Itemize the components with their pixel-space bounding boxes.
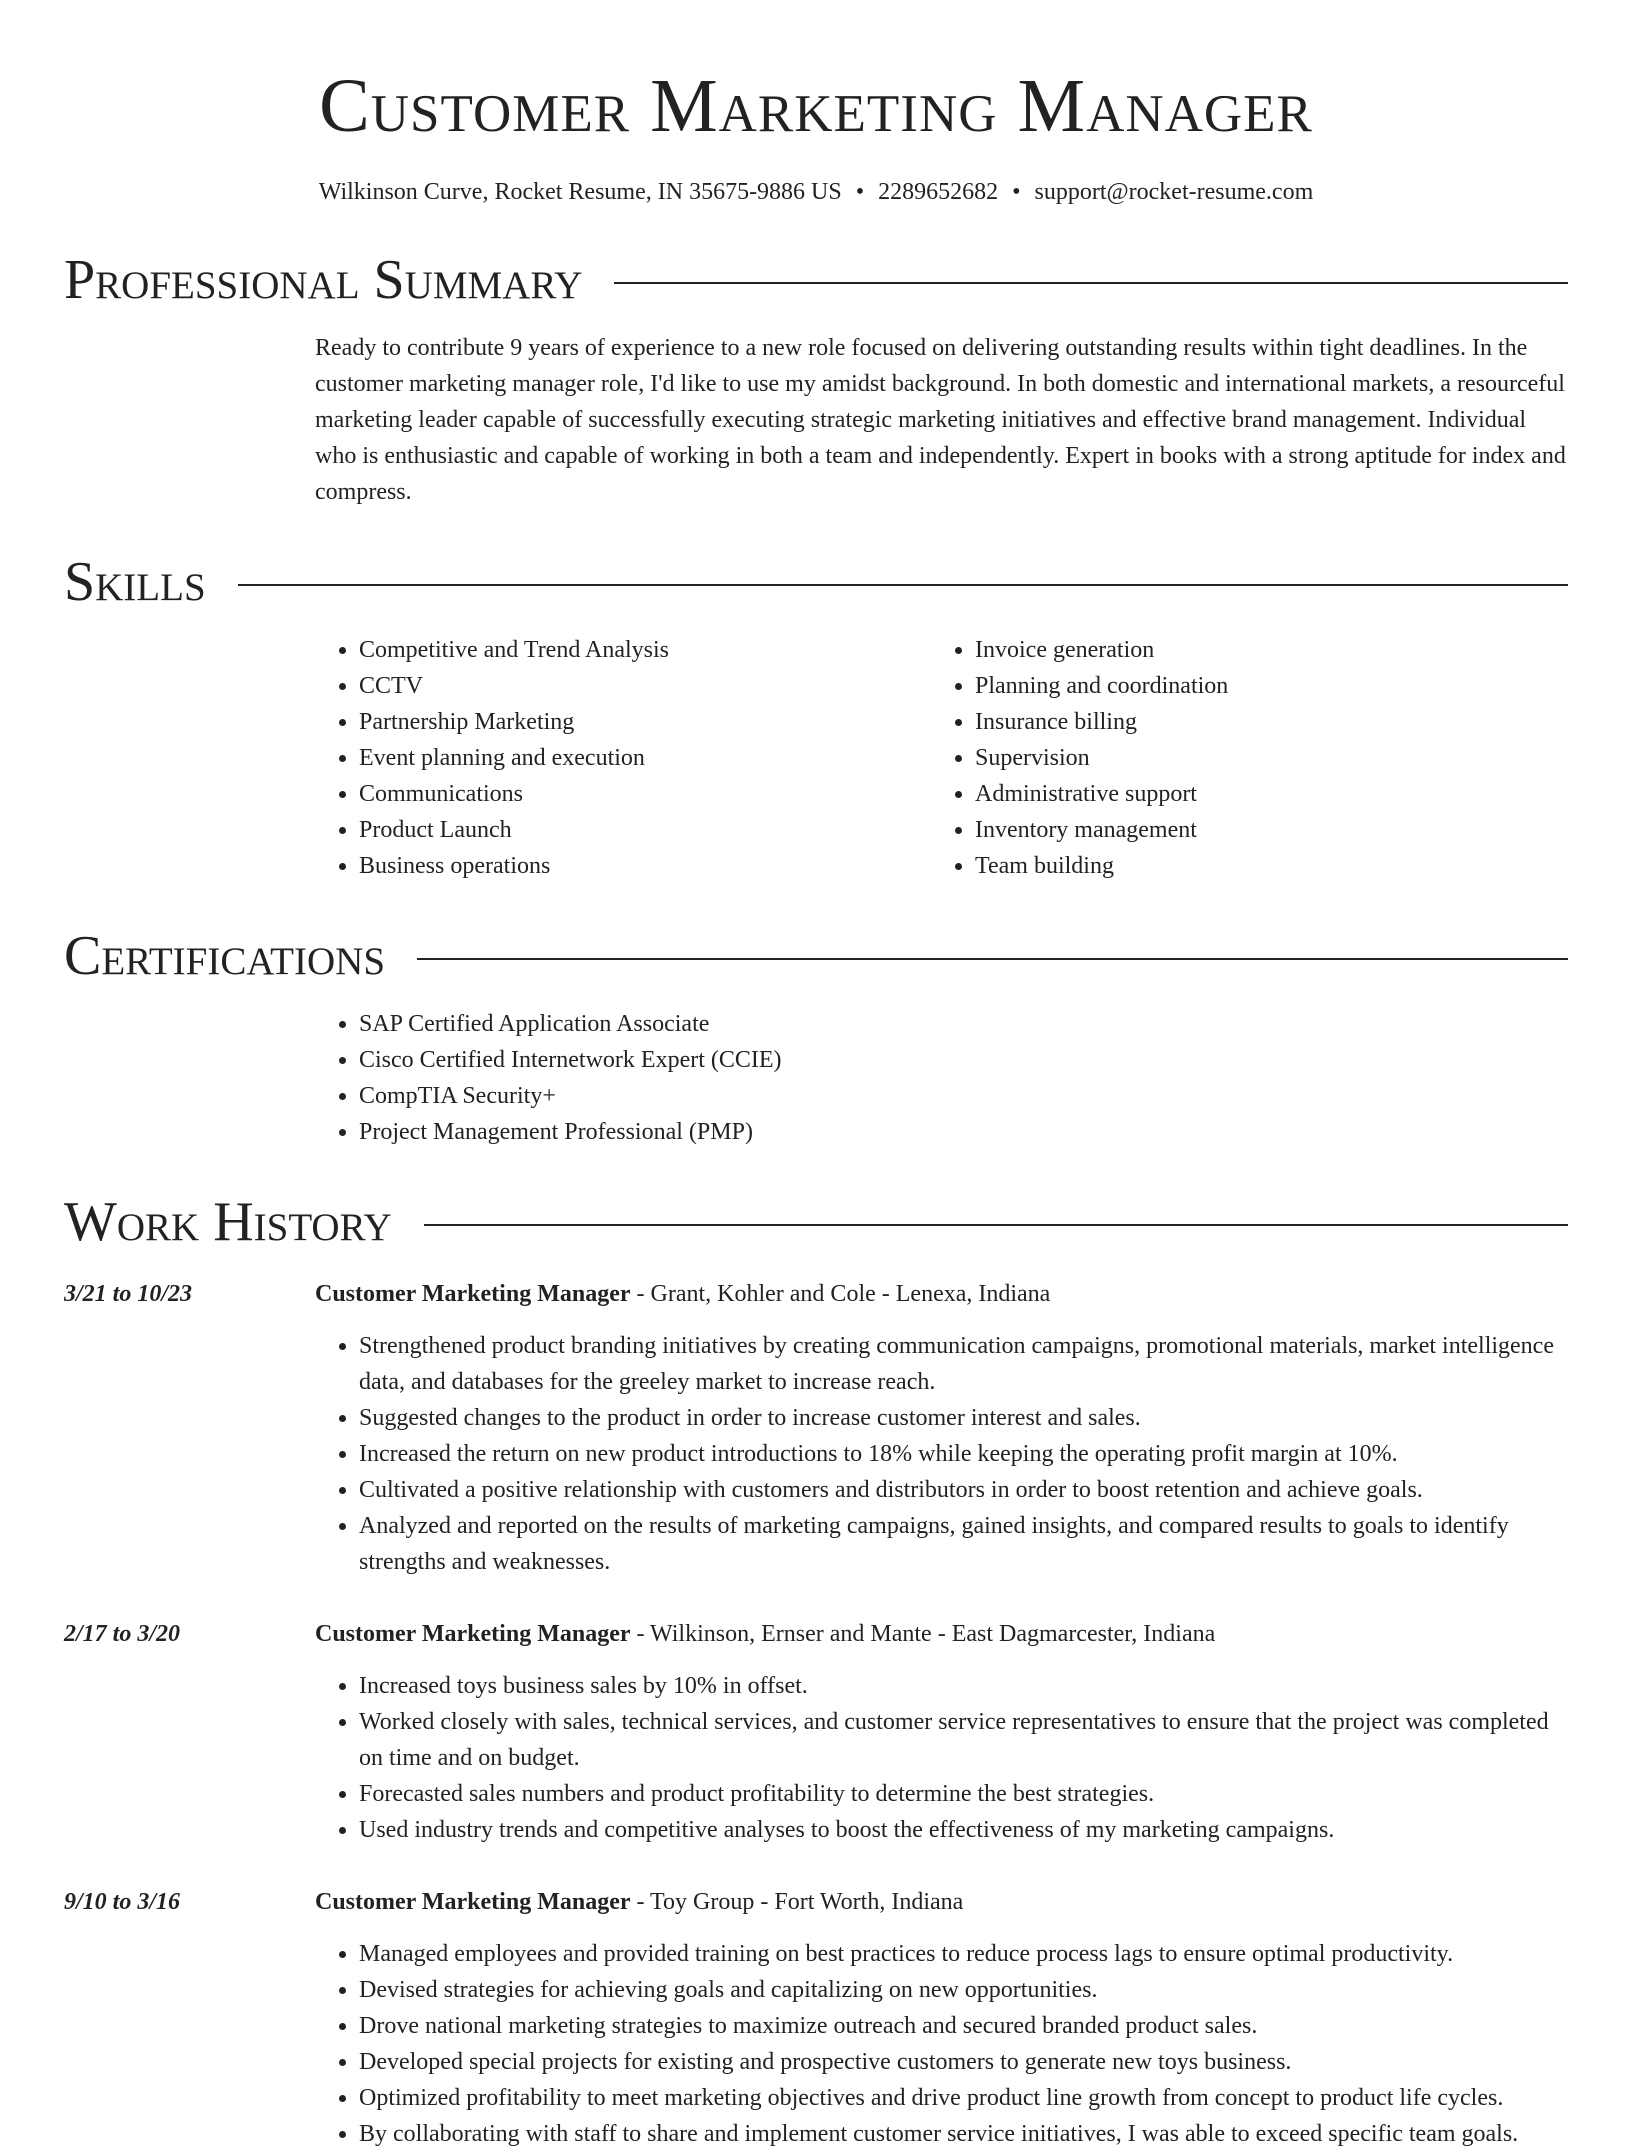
resume-name: Customer Marketing Manager <box>319 64 1313 148</box>
skill-item: • CCTV <box>359 668 931 704</box>
contact-phone: 2289652682 <box>878 179 999 205</box>
job-bullets <box>315 1936 1568 2152</box>
section-divider <box>417 958 1568 960</box>
skill-item: • Communications <box>359 776 931 812</box>
job-bullet: • Worked closely with sales, technical services, and customer service representatives to ensure that the project was completed on time and on budget. <box>359 1704 1568 1776</box>
skills-section-header <box>64 550 1568 614</box>
skill-item: • Competitive and Trend Analysis <box>359 632 931 668</box>
job-bullets <box>315 1328 1568 1580</box>
job-bullet: • Drove national marketing strategies to maximize outreach and secured branded product sales. <box>359 2008 1568 2044</box>
certifications-section-title: Certifications <box>64 925 386 987</box>
contact-email: support@rocket-resume.com <box>1034 179 1314 205</box>
skill-item: • Team building <box>975 848 1547 884</box>
job-dates: 9/10 to 3/16 <box>64 1889 181 1915</box>
job-bullet: • Analyzed and reported on the results of marketing campaigns, gained insights, and compared results to goals to identify strengths and weaknesses. <box>359 1508 1568 1580</box>
job-bullet: • Used industry trends and competitive analyses to boost the effectiveness of my marketing campaigns. <box>359 1812 1568 1848</box>
job-bullet: • Managed employees and provided training on best practices to reduce process lags to ensure optimal productivity. <box>359 1936 1568 1972</box>
skill-item: • Administrative support <box>975 776 1547 812</box>
contact-address: Wilkinson Curve, Rocket Resume, IN 35675-9886 US <box>318 179 842 205</box>
skills-column-right <box>931 632 1547 884</box>
job-title: Customer Marketing Manager <box>315 1889 631 1915</box>
job-heading <box>315 1616 1568 1652</box>
skill-item: • Supervision <box>975 740 1547 776</box>
job-bullet: • Increased the return on new product introductions to 18% while keeping the operating profit margin at 10%. <box>359 1436 1568 1472</box>
skill-item: • Partnership Marketing <box>359 704 931 740</box>
certification-item: • CompTIA Security+ <box>359 1078 1568 1114</box>
job-title: Customer Marketing Manager <box>315 1281 631 1307</box>
job-bullet: • Increased toys business sales by 10% in offset. <box>359 1668 1568 1704</box>
contact-separator: • <box>1012 179 1021 205</box>
work-section-title: Work History <box>64 1191 392 1253</box>
skill-item: • Product Launch <box>359 812 931 848</box>
job-heading <box>315 1884 1568 1920</box>
contact-separator: • <box>855 179 865 205</box>
resume-page <box>64 0 1568 2152</box>
job-bullet: • By collaborating with staff to share and implement customer service initiatives, I was able to exceed specific team goals. <box>359 2116 1568 2152</box>
job-employer: - Wilkinson, Ernser and Mante - East Dagmarcester, Indiana <box>630 1621 1216 1647</box>
job-body <box>315 1616 1568 1848</box>
job-employer: - Toy Group - Fort Worth, Indiana <box>630 1889 964 1915</box>
job-dates: 2/17 to 3/20 <box>64 1621 181 1647</box>
certifications-list <box>315 1006 1568 1150</box>
skill-item: • Invoice generation <box>975 632 1547 668</box>
work-section-header <box>64 1190 1568 1254</box>
skills-section-title: Skills <box>64 551 206 613</box>
job-bullet: • Devised strategies for achieving goals and capitalizing on new opportunities. <box>359 1972 1568 2008</box>
skill-item: • Event planning and execution <box>359 740 931 776</box>
job-dates: 3/21 to 10/23 <box>64 1281 193 1307</box>
job-heading <box>315 1276 1568 1312</box>
job-bullet: • Suggested changes to the product in order to increase customer interest and sales. <box>359 1400 1568 1436</box>
job-body <box>315 1276 1568 1580</box>
skill-item: • Planning and coordination <box>975 668 1547 704</box>
section-divider <box>614 282 1568 284</box>
job-employer: - Grant, Kohler and Cole - Lenexa, Indiana <box>630 1281 1051 1307</box>
summary-text: Ready to contribute 9 years of experience to a new role focused on delivering outstanding results within tight deadlines. In the customer marketing manager role, I'd like to use my amidst background. In both domestic and international markets, a resourceful marketing leader capable of successfully executing strategic marketing initiatives and effective brand management. Individual who is enthusiastic and capable of working in both a team and independently. Expert in books with a strong aptitude for index and compress. <box>315 335 1566 505</box>
section-divider <box>424 1224 1568 1226</box>
skills-list <box>315 632 1568 884</box>
contact-line <box>64 176 1568 208</box>
certifications-section-header <box>64 924 1568 988</box>
job-bullet: • Strengthened product branding initiatives by creating communication campaigns, promotional materials, market intelligence data, and databases for the greeley market to increase reach. <box>359 1328 1568 1400</box>
job-bullets <box>315 1668 1568 1848</box>
summary-section-title: Professional Summary <box>64 249 583 311</box>
job-entry <box>64 1276 1568 1580</box>
skill-item: • Inventory management <box>975 812 1547 848</box>
certification-item: • SAP Certified Application Associate <box>359 1006 1568 1042</box>
skills-column-left <box>315 632 931 884</box>
certification-item: • Project Management Professional (PMP) <box>359 1114 1568 1150</box>
job-bullet: • Developed special projects for existing and prospective customers to generate new toys business. <box>359 2044 1568 2080</box>
job-bullet: • Cultivated a positive relationship with customers and distributors in order to boost retention and achieve goals. <box>359 1472 1568 1508</box>
certification-item: • Cisco Certified Internetwork Expert (CCIE) <box>359 1042 1568 1078</box>
job-entry <box>64 1616 1568 1848</box>
job-bullet: • Forecasted sales numbers and product profitability to determine the best strategies. <box>359 1776 1568 1812</box>
skill-item: • Insurance billing <box>975 704 1547 740</box>
job-bullet: • Optimized profitability to meet marketing objectives and drive product line growth from concept to product life cycles. <box>359 2080 1568 2116</box>
skill-item: • Business operations <box>359 848 931 884</box>
summary-section-header <box>64 248 1568 312</box>
section-divider <box>238 584 1568 586</box>
job-title: Customer Marketing Manager <box>315 1621 631 1647</box>
